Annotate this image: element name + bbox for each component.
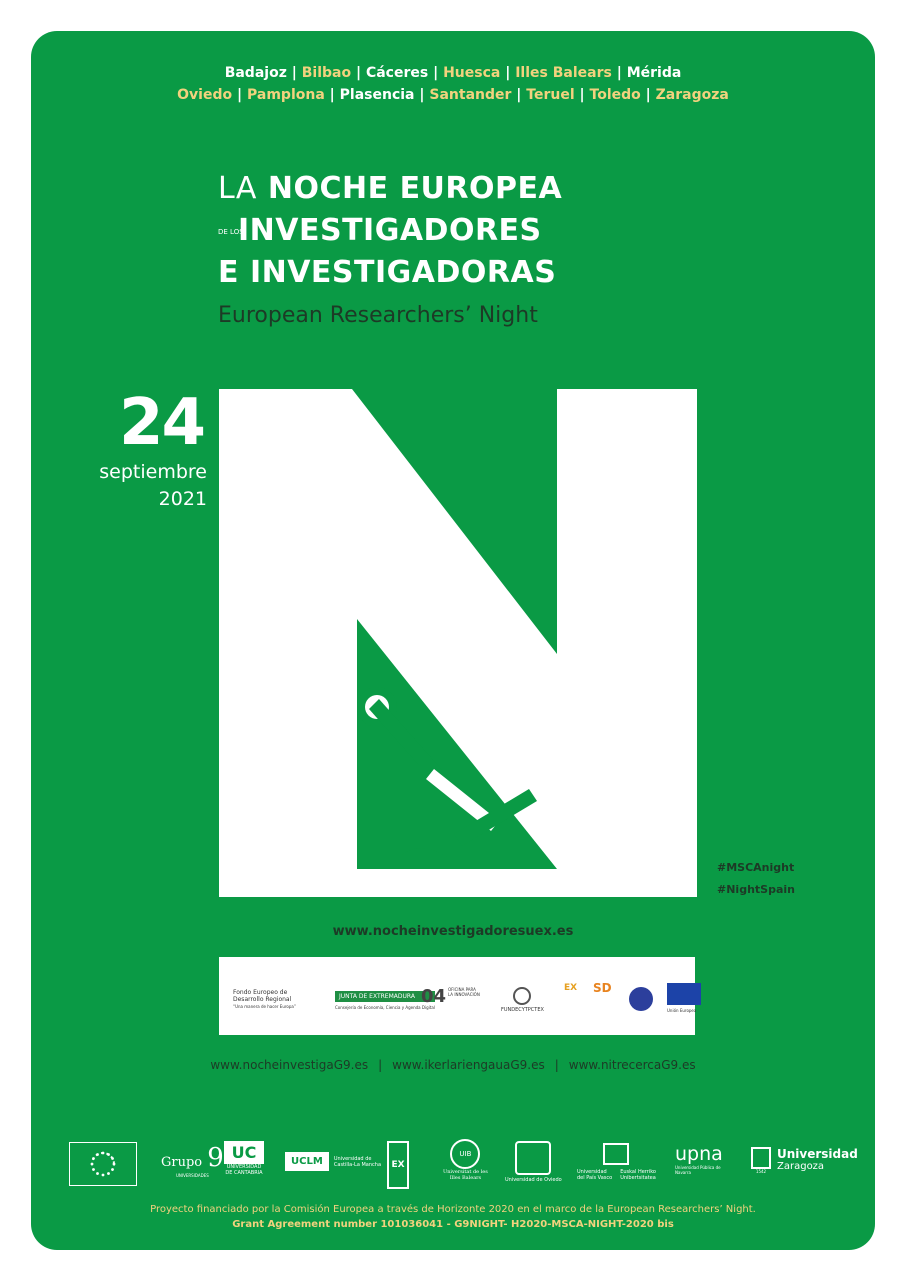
- eu-flag-logo: [667, 983, 701, 1014]
- event-subtitle: European Researchers’ Night: [218, 303, 538, 328]
- grant-agreement: Grant Agreement number 101036041 - G9NIGHT- H2020-MSCA-NIGHT-2020 bis: [232, 1219, 674, 1230]
- upv-ehu-icon: [603, 1143, 629, 1165]
- event-day: 24: [119, 386, 205, 460]
- upna-logo: [675, 1143, 733, 1175]
- grupo9-logo: [161, 1143, 224, 1178]
- uclm-sub: Universidad de Castilla-La Mancha: [333, 1155, 382, 1168]
- city-toledo: Toledo: [589, 87, 641, 103]
- upv-line-1: Universidad: [577, 1169, 607, 1175]
- feder-line-1: Fondo Europeo de: [233, 989, 288, 996]
- title-la: LA: [218, 171, 257, 206]
- unizar-line-2: Zaragoza: [777, 1161, 825, 1172]
- city-badajoz: Badajoz: [224, 65, 287, 81]
- title-investigadores: INVESTIGADORES: [238, 213, 542, 248]
- eu-label: Unión Europea: [667, 1008, 697, 1013]
- title-de-los: DE LOS: [218, 227, 244, 236]
- uib-mark: UIB: [450, 1139, 480, 1169]
- cities-row-1: [31, 65, 875, 81]
- sponsors-panel: [219, 957, 695, 1035]
- fundecyt-logo: [501, 987, 544, 1014]
- city-separator: |: [324, 87, 340, 103]
- unizar-tower-icon: [751, 1147, 771, 1169]
- eu-round-flag-icon: [629, 987, 653, 1011]
- hashtag-nightspain: #NightSpain: [717, 883, 795, 896]
- eu-flag-icon: [667, 983, 701, 1005]
- url-ikerlariengaua[interactable]: www.ikerlariengauaG9.es: [392, 1058, 545, 1072]
- eu-flag-outline-icon: [69, 1142, 137, 1186]
- uc-logo: [224, 1141, 264, 1176]
- eu-stars-icon: [70, 1143, 136, 1185]
- city-separator: |: [428, 65, 444, 81]
- funding-note: Proyecto financiado por la Comisión Europea a través de Horizonte 2020 en el marco de la European Researchers’ Night.: [150, 1204, 756, 1215]
- uc-sub-1: UNIVERSIDAD: [226, 1164, 262, 1170]
- upna-sub: Universidad Pública de Navarra: [675, 1165, 721, 1175]
- city-separator: |: [286, 65, 302, 81]
- title-line-3: E INVESTIGADORAS: [218, 255, 557, 290]
- poster: [31, 31, 875, 1250]
- oviedo-crest-icon: [515, 1141, 551, 1175]
- main-website-link[interactable]: www.nocheinvestigadoresuex.es: [332, 924, 574, 939]
- hashtag-msca: #MSCAnight: [717, 861, 795, 874]
- feder-line-3: “Una manera de hacer Europa”: [233, 1004, 296, 1009]
- fundecyt-label: FUNDECYTPCTEX: [501, 1007, 544, 1013]
- uib-sub-2: Illes Balears: [449, 1175, 482, 1181]
- city-separator: |: [351, 65, 366, 81]
- partner-urls: www.nocheinvestigaG9.es | www.ikerlariengauaG9.es | www.nitrecercaG9.es: [210, 1058, 696, 1072]
- city-separator: |: [500, 65, 516, 81]
- event-month: septiembre: [99, 461, 207, 483]
- city-separator: |: [611, 65, 627, 81]
- oficina-number: 04: [421, 986, 447, 1007]
- grupo9-sub: UNIVERSIDADES: [176, 1173, 209, 1178]
- grupo9-number: 9: [207, 1143, 224, 1173]
- unizar-line-1: Universidad: [777, 1147, 858, 1161]
- unizar-year: 1542: [755, 1169, 767, 1174]
- city-pamplona: Pamplona: [247, 87, 325, 103]
- uib-sub-1: Universitat de les: [443, 1169, 488, 1175]
- oviedo-label: Universidad de Oviedo: [505, 1177, 562, 1183]
- uclm-mark: UCLM: [285, 1152, 329, 1171]
- city-plasencia: Plasencia: [339, 87, 415, 103]
- city-separator: |: [232, 87, 247, 103]
- oficina-text: OFICINA PARA LA INNOVACIÓN: [447, 987, 480, 997]
- city-separator: |: [640, 87, 656, 103]
- uclm-logo: [285, 1151, 382, 1171]
- big-n-microscope-logo: [219, 389, 697, 897]
- oficina-innovacion-logo: [421, 987, 480, 1007]
- oviedo-logo: [505, 1141, 562, 1183]
- feder-logo: [233, 989, 296, 1010]
- title-line-2: [218, 213, 542, 248]
- city-bilbao: Bilbao: [301, 65, 352, 81]
- city-teruel: Teruel: [526, 87, 575, 103]
- city-separator: |: [511, 87, 527, 103]
- junta-sub: Consejería de Economía, Ciencia y Agenda Digital: [335, 1005, 435, 1010]
- fundecyt-icon: [513, 987, 531, 1005]
- cities-row-2: [31, 87, 875, 103]
- ehu-line-1: Euskal Herriko: [620, 1169, 656, 1175]
- uc-sub-2: DE CANTABRIA: [225, 1170, 263, 1176]
- junta-label: JUNTA DE EXTREMADURA: [335, 991, 435, 1002]
- city-illes-balears: Illes Balears: [515, 65, 612, 81]
- uex-small-logo: EX: [564, 983, 578, 993]
- grupo9-text: Grupo: [161, 1155, 203, 1170]
- city-zaragoza: Zaragoza: [655, 87, 729, 103]
- title-line-1: [218, 171, 562, 206]
- city-c-ceres: Cáceres: [365, 65, 429, 81]
- title-noche-europea: NOCHE EUROPEA: [267, 171, 563, 206]
- city-m-rida: Mérida: [626, 65, 682, 81]
- url-nocheinvestiga[interactable]: www.nocheinvestigaG9.es: [210, 1058, 369, 1072]
- uc-mark: UC: [224, 1141, 264, 1164]
- sd-logo: SD: [593, 981, 612, 995]
- city-separator: |: [414, 87, 430, 103]
- city-santander: Santander: [429, 87, 512, 103]
- city-oviedo: Oviedo: [177, 87, 233, 103]
- junta-extremadura-logo: [335, 991, 435, 1011]
- upna-mark: upna: [675, 1143, 723, 1165]
- upv-line-2: del País Vasco: [577, 1175, 613, 1181]
- event-year: 2021: [158, 488, 207, 510]
- unizar-logo: [751, 1147, 858, 1174]
- city-huesca: Huesca: [443, 65, 501, 81]
- url-nitrecerca[interactable]: www.nitrecercaG9.es: [568, 1058, 696, 1072]
- city-separator: |: [574, 87, 590, 103]
- uib-logo: [443, 1139, 488, 1181]
- feder-line-2: Desarrollo Regional: [233, 996, 292, 1003]
- ehu-line-2: Unibertsitatea: [620, 1175, 656, 1181]
- uex-logo: EX: [387, 1141, 409, 1189]
- upv-ehu-logo: [577, 1143, 656, 1181]
